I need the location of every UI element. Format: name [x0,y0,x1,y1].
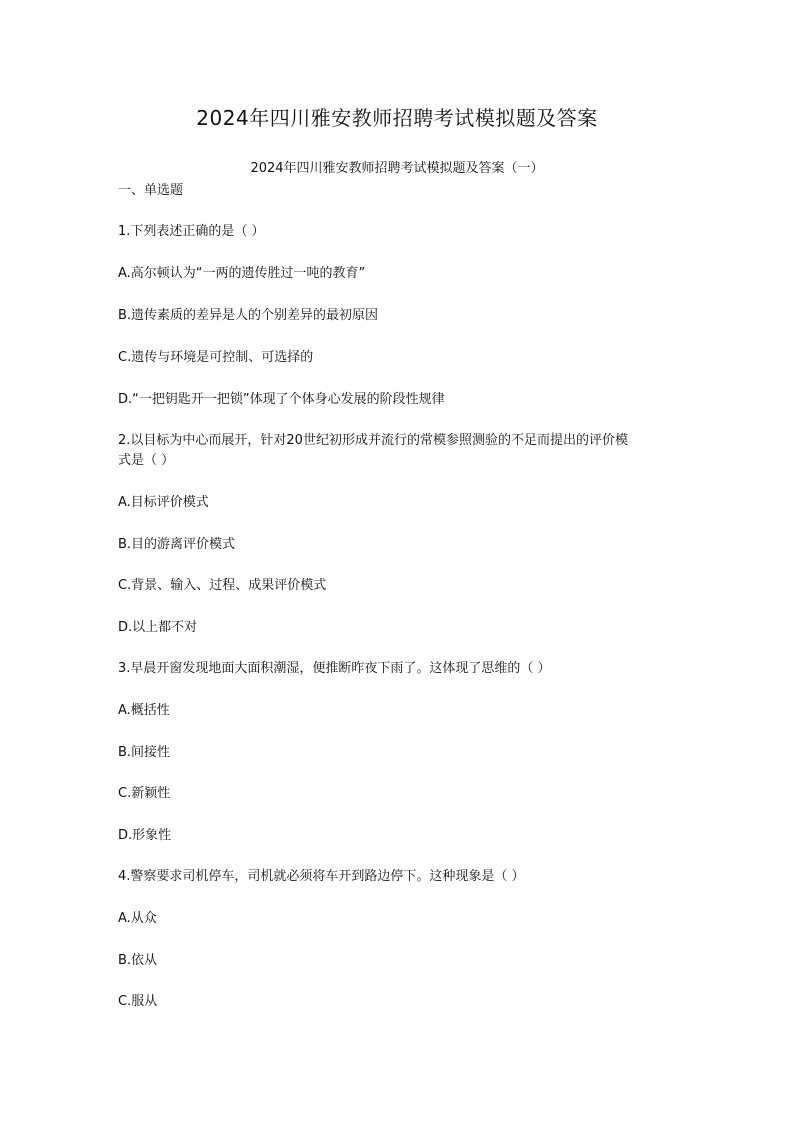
question-option: C.背景、输入、过程、成果评价模式 [118,578,327,593]
question-option: B.目的游离评价模式 [118,537,236,552]
question-option: D.形象性 [118,828,172,843]
question-stem: 2.以目标为中心而展开，针对20世纪初形成并流行的常模参照测验的不足而提出的评价模 [118,433,628,448]
question-option: B.依从 [118,953,158,968]
question-stem: 1.下列表述正确的是（ ） [118,224,265,239]
question-option: B.遗传素质的差异是人的个别差异的最初原因 [118,308,379,323]
document-title: 2024年四川雅安教师招聘考试模拟题及答案 [196,106,598,130]
question-option: A.目标评价模式 [118,495,209,510]
question-option: A.概括性 [118,703,170,718]
document-subtitle: 2024年四川雅安教师招聘考试模拟题及答案（一） [250,161,544,176]
question-stem: 3.早晨开窗发现地面大面积潮湿，便推断昨夜下雨了。这体现了思维的（ ） [118,661,551,676]
section-heading: 一、单选题 [118,183,184,198]
question-option: C.新颖性 [118,786,171,801]
question-stem-continued: 式是（ ） [118,453,175,468]
question-option: C.遗传与环境是可控制、可选择的 [118,350,314,365]
question-option: B.间接性 [118,745,171,760]
question-option: C.服从 [118,994,158,1009]
question-option: A.从众 [118,911,157,926]
question-option: D.以上都不对 [118,620,198,635]
question-stem: 4.警察要求司机停车，司机就必须将车开到路边停下。这种现象是（ ） [118,869,525,884]
question-option: D.“一把钥匙开一把锁”体现了个体身心发展的阶段性规律 [118,392,445,407]
question-option: A.高尔顿认为“一两的遗传胜过一吨的教育” [118,266,366,281]
